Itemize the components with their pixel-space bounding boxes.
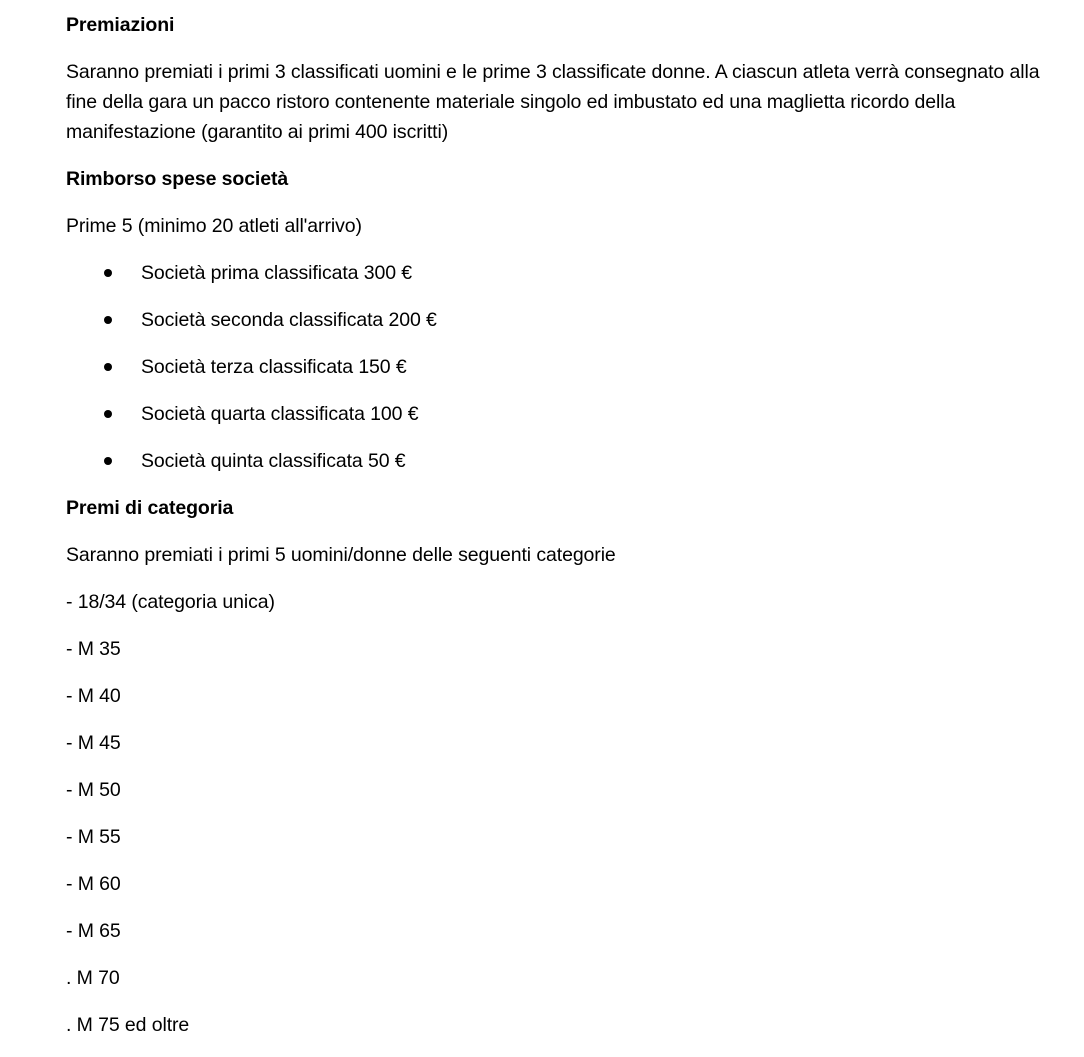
premiazioni-text: Saranno premiati i primi 3 classificati uomini e le prime 3 classificate donne. A ciascun atleta verrà consegnato alla fine della gara un pacco ristoro contenente materiale singolo ed imbustato ed una maglietta ricordo della manifestazione (garantito ai primi 400 iscritti) — [66, 61, 1040, 143]
bullet-icon — [104, 457, 112, 465]
list-item-text: Società quinta classificata 50 € — [141, 450, 406, 472]
premiazioni-heading: Premiazioni — [66, 14, 175, 36]
category-item: - M 45 — [66, 732, 121, 754]
list-item — [66, 305, 1041, 335]
bullet-icon — [104, 316, 112, 324]
list-item-text: Società seconda classificata 200 € — [141, 309, 437, 331]
bullet-icon — [104, 363, 112, 371]
document-page — [66, 10, 1041, 1057]
category-item: . M 70 — [66, 967, 120, 989]
list-item — [66, 258, 1041, 288]
category-item: - M 35 — [66, 638, 121, 660]
list-item — [66, 399, 1041, 429]
rimborso-list — [66, 258, 1041, 476]
bullet-icon — [104, 410, 112, 418]
bullet-icon — [104, 269, 112, 277]
rimborso-intro: Prime 5 (minimo 20 atleti all'arrivo) — [66, 215, 362, 237]
premi-categoria-intro: Saranno premiati i primi 5 uomini/donne delle seguenti categorie — [66, 544, 616, 566]
category-item: - 18/34 (categoria unica) — [66, 591, 275, 613]
category-item: - M 50 — [66, 779, 121, 801]
list-item — [66, 352, 1041, 382]
list-item-text: Società terza classificata 150 € — [141, 356, 407, 378]
category-item: - M 40 — [66, 685, 121, 707]
category-item: . M 75 ed oltre — [66, 1014, 190, 1036]
rimborso-heading: Rimborso spese società — [66, 168, 289, 190]
category-item: - M 65 — [66, 920, 121, 942]
category-item: - M 55 — [66, 826, 121, 848]
premi-categoria-heading: Premi di categoria — [66, 497, 234, 519]
list-item-text: Società prima classificata 300 € — [141, 262, 413, 284]
category-item: - M 60 — [66, 873, 121, 895]
list-item-text: Società quarta classificata 100 € — [141, 403, 419, 425]
list-item — [66, 446, 1041, 476]
